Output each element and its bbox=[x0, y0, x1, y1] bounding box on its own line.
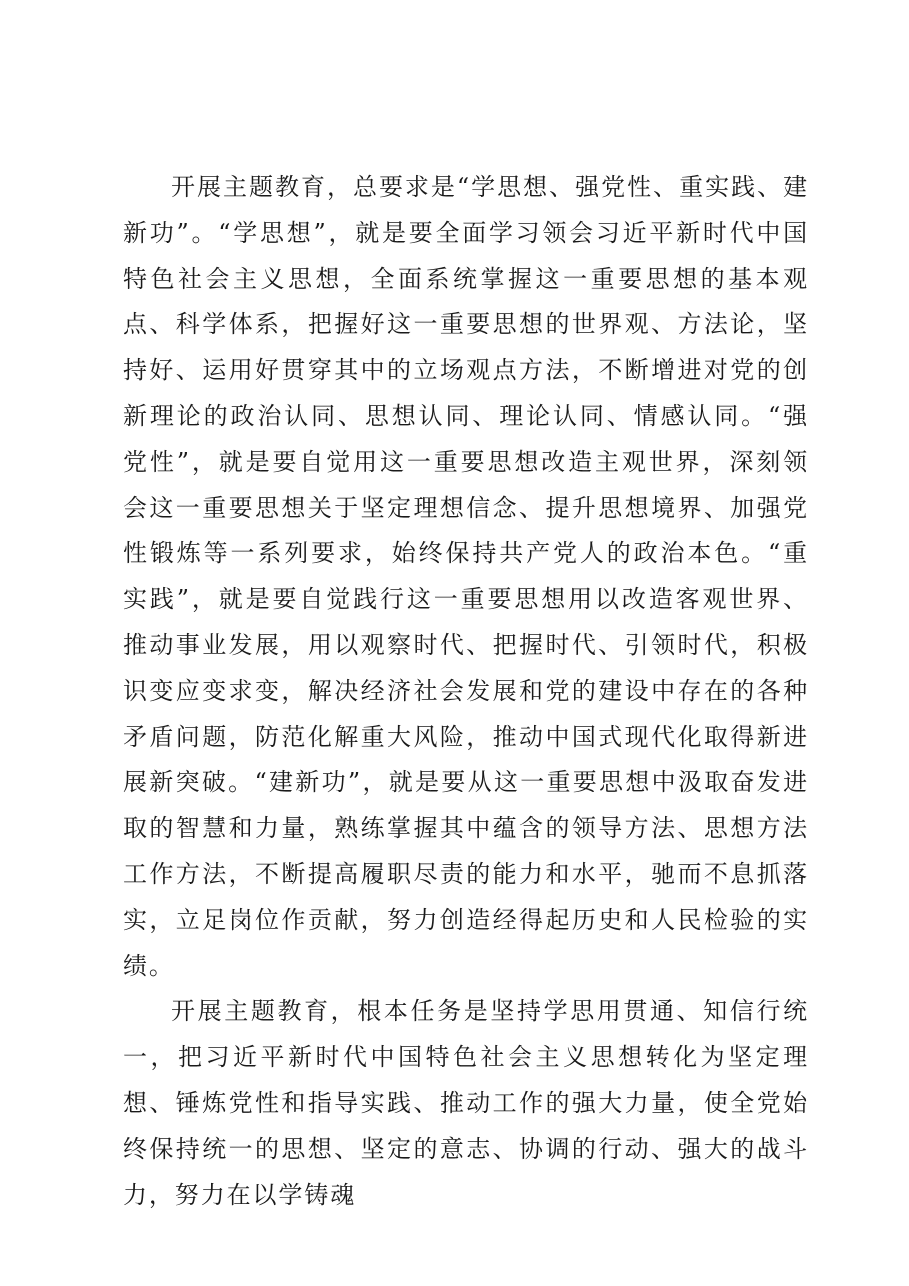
document-body bbox=[123, 165, 809, 1218]
paragraph-general-requirements: 开展主题教育，总要求是“学思想、强党性、重实践、建新功”。“学思想”，就是要全面学习领会习近平新时代中国特色社会主义思想，全面系统掌握这一重要思想的基本观点、科学体系，把握好这一重要思想的世界观、方法论，坚持好、运用好贯穿其中的立场观点方法，不断增进对党的创新理论的政治认同、思想认同、理论认同、情感认同。“强党性”，就是要自觉用这一重要思想改造主观世界，深刻领会这一重要思想关于坚定理想信念、提升思想境界、加强党性锻炼等一系列要求，始终保持共产党人的政治本色。“重实践”，就是要自觉践行这一重要思想用以改造客观世界、推动事业发展，用以观察时代、把握时代、引领时代，积极识变应变求变，解决经济社会发展和党的建设中存在的各种矛盾问题，防范化解重大风险，推动中国式现代化取得新进展新突破。“建新功”，就是要从这一重要思想中汲取奋发进取的智慧和力量，熟练掌握其中蕴含的领导方法、思想方法工作方法，不断提高履职尽责的能力和水平，驰而不息抓落实，立足岗位作贡献，努力创造经得起历史和人民检验的实绩。 bbox=[123, 173, 809, 980]
paragraph-fundamental-task: 开展主题教育，根本任务是坚持学思用贯通、知信行统一，把习近平新时代中国特色社会主义思想转化为坚定理想、锤炼党性和指导实践、推动工作的强大力量，使全党始终保持统一的思想、坚定的意志、协调的行动、强大的战斗力，努力在以学铸魂 bbox=[123, 997, 809, 1209]
